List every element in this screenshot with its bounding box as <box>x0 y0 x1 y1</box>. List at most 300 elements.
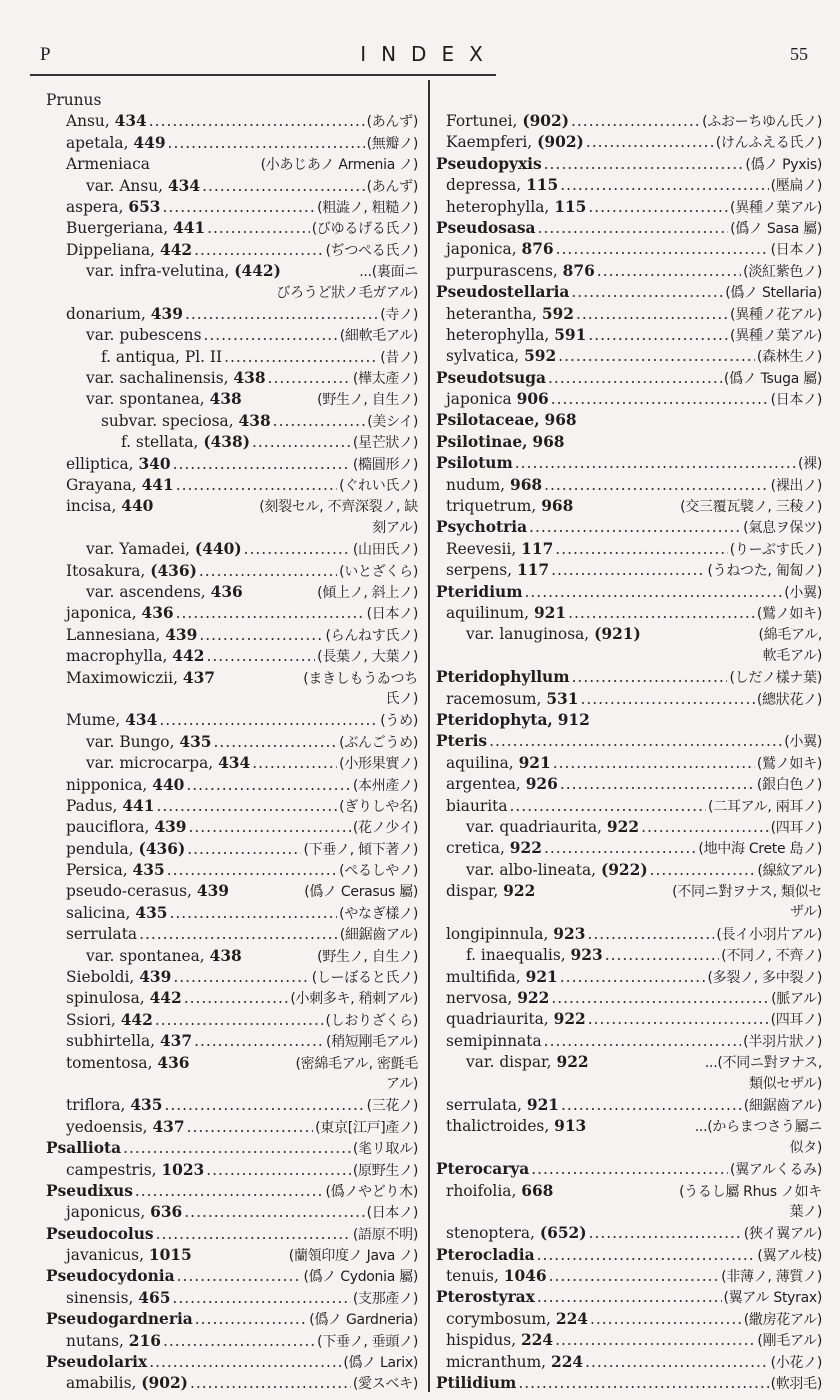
entry-japanese-gloss: (日本ノ) <box>770 242 822 259</box>
entry-japanese-gloss: 氏ノ) <box>385 690 418 707</box>
entry-name: Pteridophyllum <box>436 668 570 687</box>
entry-name: hispidus, <box>446 1331 517 1350</box>
entry-japanese-gloss: (細軟毛アル) <box>339 328 418 345</box>
dot-leader <box>177 1266 302 1287</box>
entry-page-number: 591 <box>554 325 587 344</box>
entry-name: var. albo-lineata, <box>466 860 597 879</box>
index-entry <box>436 304 822 325</box>
index-genus-entry <box>436 731 822 752</box>
index-entry <box>46 903 418 924</box>
index-entry <box>436 1116 822 1137</box>
entry-page-number: 442 <box>172 647 205 666</box>
entry-japanese-gloss: (ぎりしや名) <box>339 798 418 815</box>
entry-japanese-gloss: (語原不明) <box>352 1226 418 1243</box>
index-genus-entry <box>436 1373 822 1394</box>
entry-page-number: 449 <box>133 133 166 152</box>
entry-name: Grayana, <box>66 476 137 495</box>
header-rule-bottom <box>30 74 496 76</box>
entry-japanese-gloss: (僞ノ Stellaria) <box>725 285 822 302</box>
entry-name: var. lanuginosa, <box>466 625 590 644</box>
dot-leader <box>605 945 719 966</box>
entry-page-number: 224 <box>520 1331 554 1350</box>
entry-page-number: 531 <box>546 689 579 708</box>
entry-page-number: 437 <box>182 668 216 687</box>
entry-japanese-gloss: 似タ) <box>789 1139 822 1156</box>
entry-page-number: 224 <box>550 1352 584 1371</box>
entry-name: japonica <box>446 390 512 409</box>
index-entry <box>436 817 822 838</box>
dot-leader <box>537 1287 722 1308</box>
entry-page-number: (922) <box>600 860 648 879</box>
entry-name: japonicus, <box>66 1203 146 1222</box>
dot-leader <box>163 197 316 218</box>
entry-japanese-gloss: (しだノ樣ナ葉) <box>729 670 822 687</box>
index-entry <box>436 1330 822 1351</box>
index-entry <box>46 1053 418 1074</box>
index-entry <box>436 239 822 260</box>
dot-leader <box>159 710 378 731</box>
index-entry-continuation <box>436 1202 822 1223</box>
dot-leader <box>252 753 337 774</box>
dot-leader <box>551 988 769 1009</box>
index-entry <box>436 389 822 410</box>
entry-page-number: 968 <box>532 432 565 451</box>
index-entry-continuation <box>436 646 822 667</box>
entry-page-number: 592 <box>541 304 574 323</box>
entry-name: var. pubescens <box>86 326 202 345</box>
entry-name: nutans, <box>66 1331 124 1350</box>
index-entry <box>436 132 822 153</box>
entry-name: serrulata <box>66 925 138 944</box>
entry-japanese-gloss: (森林生ノ) <box>756 349 822 366</box>
entry-japanese-gloss: 軟毛アル) <box>762 647 822 664</box>
entry-name: subvar. speciosa, <box>101 411 234 430</box>
entry-japanese-gloss: (交三覆瓦襞ノ, 三稜ノ) <box>680 499 822 516</box>
entry-japanese-gloss: (小形果實ノ) <box>339 756 418 773</box>
entry-name: biaurita <box>446 796 508 815</box>
entry-japanese-gloss: (狹イ翼アル) <box>743 1226 822 1243</box>
index-entry <box>436 967 822 988</box>
entry-page-number: 922 <box>553 1010 586 1029</box>
index-entry <box>436 1052 822 1073</box>
entry-name: sinensis, <box>66 1288 134 1307</box>
dot-leader <box>185 304 378 325</box>
entry-name: argentea, <box>446 775 521 794</box>
entry-japanese-gloss: (蘭領印度ノ Java ノ) <box>288 1248 418 1265</box>
entry-page-number: (902) <box>537 133 584 152</box>
entry-japanese-gloss: (花ノ少イ) <box>352 820 418 837</box>
entry-name: var. spontanea, <box>86 390 205 409</box>
dot-leader <box>556 239 769 260</box>
dot-leader <box>149 1352 341 1373</box>
entry-japanese-gloss: (小あじあノ Armenia ノ) <box>260 157 418 174</box>
entry-page-number: 921 <box>525 967 558 986</box>
entry-japanese-gloss: (いとざくら) <box>339 563 418 580</box>
entry-name: incisa, <box>66 497 117 516</box>
entry-japanese-gloss: (僞ノ Larix) <box>343 1355 418 1372</box>
dot-leader <box>549 1266 720 1287</box>
dot-leader <box>187 1117 314 1138</box>
dot-leader <box>586 132 714 153</box>
entry-name: Ssiori, <box>66 1010 116 1029</box>
dot-leader <box>173 454 351 475</box>
index-entry <box>436 560 822 581</box>
entry-name: purpurascens, <box>446 261 558 280</box>
page-number: 55 <box>790 44 808 64</box>
entry-name: aspera, <box>66 197 124 216</box>
entry-name: pauciflora, <box>66 818 150 837</box>
entry-page-number: 1023 <box>161 1160 205 1179</box>
entry-japanese-gloss: (地中海 Crete 島ノ) <box>698 841 822 858</box>
entry-japanese-gloss: (樺太產ノ) <box>352 371 418 388</box>
entry-name: Pteris <box>436 732 488 751</box>
entry-page-number: 906 <box>516 390 549 409</box>
dot-leader <box>572 667 728 688</box>
dot-leader <box>537 1245 756 1266</box>
entry-page-number: 434 <box>114 112 147 131</box>
entry-japanese-gloss: 刻アル) <box>372 519 418 536</box>
index-entry <box>436 261 822 282</box>
index-entry <box>436 1031 822 1052</box>
entry-japanese-gloss: (りーぶす氏ノ) <box>729 541 822 558</box>
index-genus-entry <box>46 1138 418 1159</box>
index-entry <box>46 539 418 560</box>
entry-japanese-gloss: ...(からまつさう屬ニ <box>694 1119 822 1136</box>
entry-page-number: 434 <box>167 176 201 195</box>
entry-page-number: 224 <box>555 1309 588 1328</box>
index-entry-continuation <box>46 518 418 539</box>
entry-japanese-gloss: (ぢつぺる氏ノ) <box>325 242 418 259</box>
entry-name: var. quadriaurita, <box>466 817 603 836</box>
index-entry <box>436 197 822 218</box>
entry-name: spinulosa, <box>66 989 145 1008</box>
dot-leader <box>548 368 722 389</box>
column-divider <box>428 80 430 1392</box>
entry-name: Ansu, <box>66 112 110 131</box>
entry-name: var. Ansu, <box>86 176 164 195</box>
entry-japanese-gloss: (橢圓形ノ) <box>352 456 418 473</box>
entry-page-number: 922 <box>517 989 550 1008</box>
entry-japanese-gloss: (僞ノ Cerasus 屬) <box>304 884 418 901</box>
entry-name: Psalliota <box>46 1139 122 1158</box>
dot-leader <box>190 1373 351 1394</box>
entry-japanese-gloss: (野生ノ, 自生ノ) <box>317 392 418 409</box>
page-title: INDEX <box>360 42 498 66</box>
index-genus-entry <box>46 1352 418 1373</box>
entry-japanese-gloss: (翼アル Styrax) <box>723 1290 822 1307</box>
dot-leader <box>555 1330 755 1351</box>
entry-japanese-gloss: (裸) <box>797 456 822 473</box>
dot-leader <box>207 218 310 239</box>
entry-japanese-gloss: (毟リ取ル) <box>352 1141 418 1158</box>
entry-name: thalictroides, <box>446 1117 550 1136</box>
entry-japanese-gloss: (半羽片狀ノ) <box>743 1033 822 1050</box>
entry-page-number: 592 <box>524 347 557 366</box>
entry-name: Pterocladia <box>436 1245 535 1264</box>
index-entry <box>46 988 418 1009</box>
dot-leader <box>163 1331 315 1352</box>
entry-page-number: (902) <box>522 112 570 130</box>
dot-leader <box>252 432 351 453</box>
entry-page-number: 923 <box>570 946 603 965</box>
entry-name: Itosakura, <box>66 561 146 580</box>
dot-leader <box>544 1031 742 1052</box>
entry-page-number: 876 <box>562 261 595 280</box>
entry-japanese-gloss: (四耳ノ) <box>770 819 822 836</box>
index-entry <box>46 475 418 496</box>
entry-japanese-gloss: (四耳ノ) <box>770 1012 822 1029</box>
index-genus-entry <box>436 1159 822 1180</box>
dot-leader <box>587 924 714 945</box>
entry-page-number: 438 <box>209 390 242 409</box>
entry-page-number: 438 <box>238 411 271 430</box>
entry-japanese-gloss: (稍短剛毛アル) <box>326 1034 418 1051</box>
index-entry <box>46 924 418 945</box>
entry-name: var. dispar, <box>466 1053 552 1072</box>
entry-japanese-gloss: (細鋸齒アル) <box>743 1097 822 1114</box>
entry-name: nervosa, <box>446 989 513 1008</box>
entry-japanese-gloss: (ぺるしやノ) <box>339 863 418 880</box>
entry-page-number: (436) <box>138 839 186 858</box>
dot-leader <box>184 988 289 1009</box>
dot-leader <box>561 1095 742 1116</box>
dot-leader <box>189 817 351 838</box>
index-entry <box>436 945 822 966</box>
index-entry <box>436 475 822 496</box>
dot-leader <box>568 603 755 624</box>
entry-page-number: 435 <box>132 861 165 880</box>
dot-leader <box>560 774 755 795</box>
entry-japanese-gloss: (傾上ノ, 斜上ノ) <box>317 584 418 601</box>
entry-japanese-gloss: (細鋸齒アル) <box>339 927 418 944</box>
entry-name: Pseudotsuga <box>436 368 546 387</box>
entry-name: multifida, <box>446 967 521 986</box>
index-entry <box>46 133 418 154</box>
entry-name: triflora, <box>66 1096 126 1115</box>
index-entry <box>436 1181 822 1202</box>
entry-name: quadriaurita, <box>446 1010 549 1029</box>
dot-leader <box>186 775 351 796</box>
entry-japanese-gloss: (僞ノ Gardneria) <box>309 1312 418 1329</box>
entry-japanese-gloss: (鷲ノ如キ) <box>756 605 822 622</box>
dot-leader <box>589 1223 742 1244</box>
index-entry <box>46 732 418 753</box>
index-entry <box>436 860 822 881</box>
entry-name: corymbosum, <box>446 1309 551 1328</box>
entry-name: javanicus, <box>66 1246 144 1265</box>
entry-page-number: 441 <box>173 219 206 238</box>
entry-japanese-gloss: (翼アル枝) <box>757 1247 822 1264</box>
index-entry <box>436 924 822 945</box>
index-entry <box>436 796 822 817</box>
dot-leader <box>544 838 696 859</box>
dot-leader <box>268 368 351 389</box>
entry-japanese-gloss: (粗澁ノ, 粗糙ノ) <box>317 199 418 216</box>
entry-name: serrulata, <box>446 1095 522 1114</box>
dot-leader <box>214 732 338 753</box>
entry-page-number: 442 <box>120 1010 153 1029</box>
entry-name: var. Yamadei, <box>86 540 191 559</box>
entry-japanese-gloss: (壓扁ノ) <box>770 178 822 195</box>
index-entry <box>46 176 418 197</box>
entry-japanese-gloss: (無瓣ノ) <box>366 135 418 152</box>
index-entry <box>46 1160 418 1181</box>
entry-name: Pterocarya <box>436 1160 530 1179</box>
entry-page-number: (436) <box>150 561 197 580</box>
index-entry-continuation <box>46 1074 418 1095</box>
entry-japanese-gloss: (野生ノ, 自生ノ) <box>317 948 418 965</box>
index-entry <box>46 1245 418 1266</box>
entry-japanese-gloss: (日本ノ) <box>770 392 822 409</box>
entry-page-number: 435 <box>179 732 212 751</box>
entry-page-number: 922 <box>606 817 640 836</box>
entry-name: Pseudosasa <box>436 218 536 237</box>
entry-page-number: (438) <box>203 433 251 452</box>
dot-leader <box>184 1202 364 1223</box>
index-genus-entry <box>46 1224 418 1245</box>
dot-leader <box>529 517 741 538</box>
entry-name: dispar, <box>446 882 499 901</box>
entry-name: Psilotum <box>436 454 513 473</box>
index-entry <box>46 1031 418 1052</box>
entry-name: aquilina, <box>446 753 514 772</box>
entry-page-number: 440 <box>121 497 154 516</box>
entry-page-number: 439 <box>139 968 172 987</box>
dot-leader <box>170 903 338 924</box>
entry-japanese-gloss: (星芒狀ノ) <box>352 435 418 452</box>
index-genus-entry <box>46 1266 418 1287</box>
entry-japanese-gloss: (小翼) <box>784 584 822 601</box>
index-entry <box>46 111 418 132</box>
entry-page-number: 442 <box>159 240 193 259</box>
entry-japanese-gloss: (山田氏ノ) <box>352 542 418 559</box>
entry-japanese-gloss: (繖房花アル) <box>743 1311 822 1328</box>
entry-japanese-gloss: (やなぎ樣ノ) <box>339 905 418 922</box>
dot-leader <box>187 839 301 860</box>
entry-japanese-gloss: (總狀花ノ) <box>756 691 822 708</box>
index-entry <box>46 454 418 475</box>
entry-name: Psilotinae, <box>436 432 528 451</box>
entry-name: longipinnula, <box>446 924 549 943</box>
entry-name: var. infra-velutina, <box>86 262 230 281</box>
entry-page-number: 441 <box>141 476 174 495</box>
entry-name: Pseudostellaria <box>436 283 570 302</box>
entry-page-number: 968 <box>544 411 577 430</box>
entry-name: var. microcarpa, <box>86 754 214 773</box>
entry-japanese-gloss: (寺ノ) <box>380 306 418 323</box>
entry-page-number: 439 <box>154 818 187 837</box>
entry-japanese-gloss: (美シイ) <box>367 413 418 430</box>
entry-page-number: 1046 <box>503 1267 547 1286</box>
entry-name: var. spontanea, <box>86 946 205 965</box>
entry-japanese-gloss: (二耳アル, 兩耳ノ) <box>708 798 822 815</box>
index-entry <box>436 1223 822 1244</box>
entry-page-number: 216 <box>128 1331 161 1350</box>
index-entry <box>46 197 418 218</box>
entry-japanese-gloss: (下垂ノ, 傾下著ノ) <box>303 841 418 858</box>
index-genus-entry <box>436 410 822 431</box>
entry-japanese-gloss: (異種ノ葉アル) <box>730 327 822 344</box>
index-entry <box>46 946 418 967</box>
index-entry <box>46 389 418 410</box>
index-genus-entry <box>436 432 822 453</box>
entry-name: var. ascendens, <box>86 582 206 601</box>
entry-japanese-gloss: (裸出ノ) <box>770 477 822 494</box>
entry-name: elliptica, <box>66 454 134 473</box>
entry-name: campestris, <box>66 1160 157 1179</box>
index-entry <box>436 881 822 902</box>
entry-japanese-gloss: (僞ノ Pyxis) <box>745 156 822 173</box>
dot-leader <box>588 1009 769 1030</box>
entry-name: salicina, <box>66 903 131 922</box>
entry-japanese-gloss: (僞ノやどり木) <box>325 1183 418 1200</box>
entry-name: Buergeriana, <box>66 219 169 238</box>
index-entry <box>46 347 418 368</box>
index-entry <box>436 1309 822 1330</box>
dot-leader <box>585 1352 768 1373</box>
entry-japanese-gloss: (線紋アル) <box>757 862 822 879</box>
index-genus-entry <box>436 710 822 731</box>
entry-japanese-gloss: (小刺多キ, 稍刺アル) <box>290 991 418 1008</box>
entry-name: Persica, <box>66 861 128 880</box>
index-entry <box>436 539 822 560</box>
entry-name: sylvatica, <box>446 347 520 366</box>
dot-leader <box>525 582 783 603</box>
entry-name: aquilinum, <box>446 603 530 622</box>
entry-japanese-gloss: (小翼) <box>784 734 822 751</box>
dot-leader <box>641 817 769 838</box>
entry-page-number: 926 <box>525 775 558 794</box>
entry-page-number: (902) <box>141 1374 188 1393</box>
entry-japanese-gloss: (異種ノ葉アル) <box>730 199 822 216</box>
entry-name: Lannesiana, <box>66 625 161 644</box>
entry-name: japonica, <box>66 604 137 623</box>
index-entry <box>46 240 418 261</box>
entry-page-number: 117 <box>521 539 554 558</box>
entry-name: Psilotaceae, <box>436 411 540 430</box>
entry-japanese-gloss: (淡紅紫色ノ) <box>743 263 822 280</box>
dot-leader <box>588 197 728 218</box>
index-entry <box>46 881 418 902</box>
entry-japanese-gloss: (日本ノ) <box>366 1205 418 1222</box>
index-entry-continuation <box>46 689 418 710</box>
entry-name: pseudo-cerasus, <box>66 882 192 901</box>
entry-name: depressa, <box>446 176 522 195</box>
entry-page-number: 434 <box>218 754 251 773</box>
index-entry <box>436 346 822 367</box>
entry-name: Pseudocydonia <box>46 1267 175 1286</box>
entry-page-number: 922 <box>503 882 536 901</box>
entry-page-number: 923 <box>553 924 586 943</box>
index-entry <box>46 860 418 881</box>
entry-page-number: 436 <box>157 1053 190 1072</box>
dot-leader <box>515 453 796 474</box>
index-entry <box>436 1266 822 1287</box>
entry-japanese-gloss: (ぶんごうめ) <box>339 734 418 751</box>
entry-page-number: 921 <box>518 753 551 772</box>
entry-japanese-gloss: (僞ノ Sasa 屬) <box>730 220 822 237</box>
index-entry <box>46 582 418 603</box>
dot-leader <box>149 111 365 132</box>
index-entry <box>436 111 822 132</box>
entry-name: Dippeliana, <box>66 240 156 259</box>
index-entry <box>46 325 418 346</box>
index-entry <box>46 154 418 175</box>
entry-page-number: (921) <box>594 625 641 644</box>
entry-name: Sieboldi, <box>66 968 135 987</box>
index-entry <box>436 603 822 624</box>
entry-name: apetala, <box>66 133 129 152</box>
